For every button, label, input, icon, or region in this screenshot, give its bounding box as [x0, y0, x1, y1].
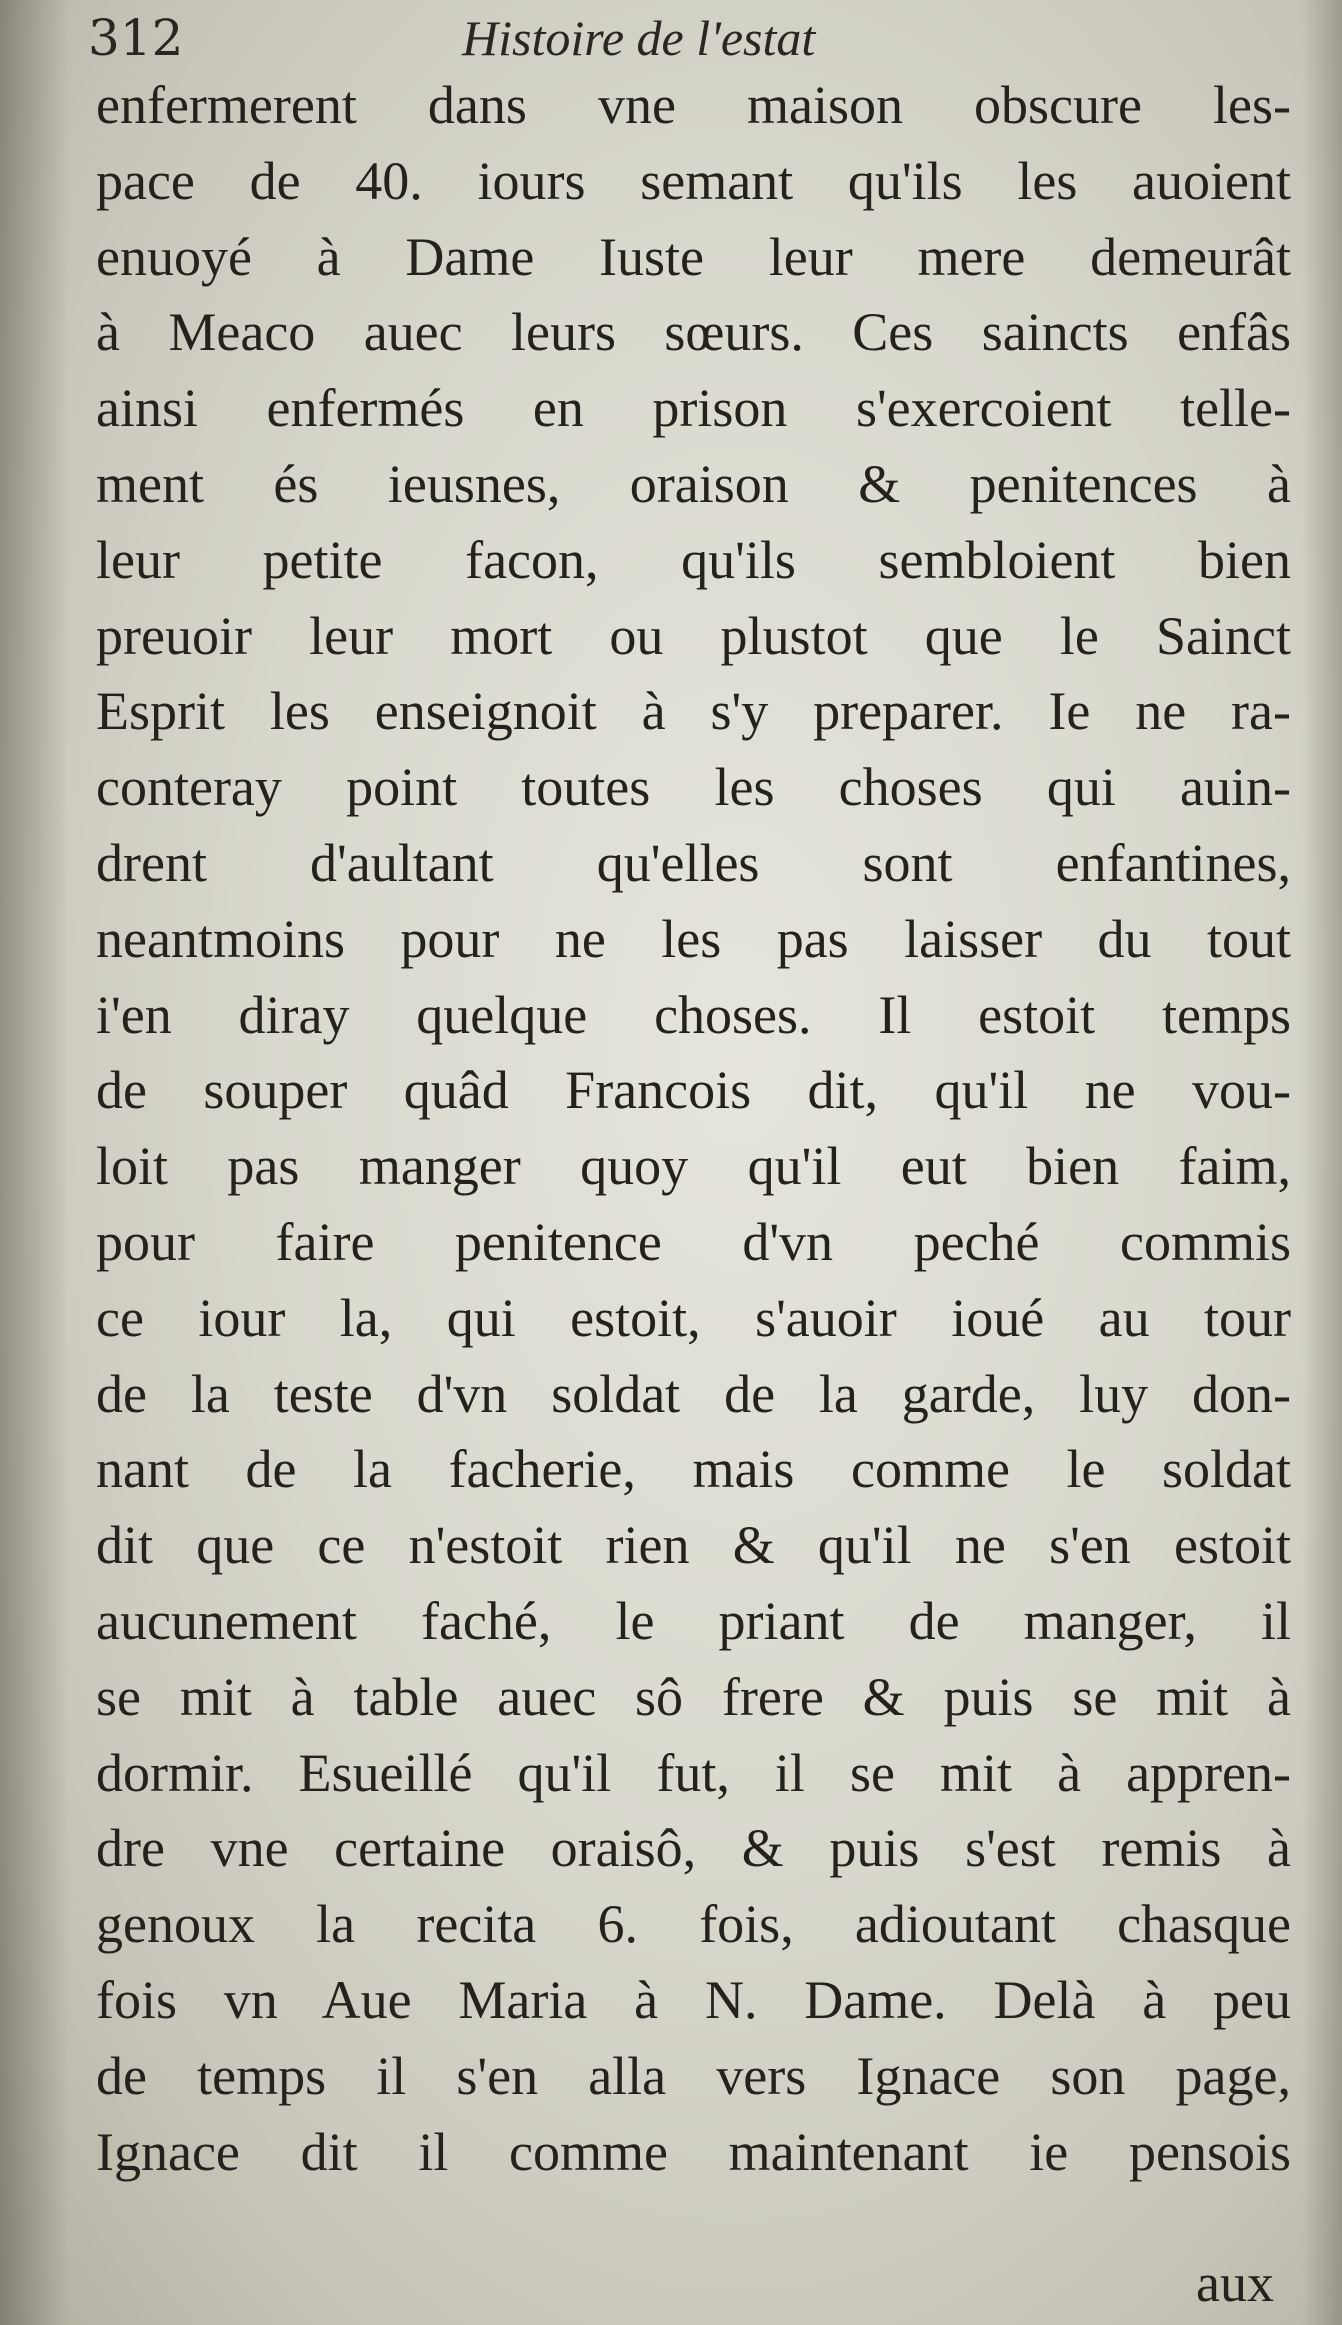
- text-line: ce iour la, qui estoit, s'auoir ioué au tour: [96, 1287, 1291, 1348]
- text-line: fois vn Aue Maria à N. Dame. Delà à peu: [96, 1969, 1291, 2030]
- text-line: genoux la recita 6. fois, adioutant chasque: [96, 1894, 1291, 1955]
- catchword: aux: [1196, 2253, 1274, 2313]
- text-line: ainsi enfermés en prison s'exercoient telle-: [96, 378, 1291, 439]
- edge-shadow: [1302, 0, 1342, 2325]
- text-line: enuoyé à Dame Iuste leur mere demeurât: [96, 226, 1291, 287]
- text-line: ment és ieusnes, oraison & penitences à: [96, 453, 1291, 514]
- text-line: preuoir leur mort ou plustot que le Sainct: [96, 605, 1291, 666]
- text-line: loit pas manger quoy qu'il eut bien faim,: [96, 1136, 1291, 1197]
- text-line: pour faire penitence d'vn peché commis: [96, 1211, 1291, 1272]
- text-line: Esprit les enseignoit à s'y preparer. Ie ne ra-: [96, 681, 1291, 742]
- text-line: Ignace dit il comme maintenant ie pensois: [96, 2121, 1291, 2182]
- text-line: neantmoins pour ne les pas laisser du tout: [96, 908, 1291, 969]
- running-head: Histoire de l'estat: [462, 10, 816, 66]
- text-line: de la teste d'vn soldat de la garde, luy don-: [96, 1363, 1291, 1424]
- text-line: de temps il s'en alla vers Ignace son page,: [96, 2045, 1291, 2106]
- body-text: [96, 68, 1291, 2190]
- page-header: [88, 8, 1288, 68]
- text-line: drent d'aultant qu'elles sont enfantines,: [96, 832, 1291, 893]
- text-line: dit que ce n'estoit rien & qu'il ne s'en estoit: [96, 1515, 1291, 1576]
- binding-shadow: [0, 0, 70, 2325]
- text-line: à Meaco auec leurs sœurs. Ces saincts enfâs: [96, 302, 1291, 363]
- text-line: nant de la facherie, mais comme le soldat: [96, 1439, 1291, 1500]
- text-line: dormir. Esueillé qu'il fut, il se mit à appren-: [96, 1742, 1291, 1803]
- text-line: conteray point toutes les choses qui auin-: [96, 757, 1291, 818]
- text-line: se mit à table auec sô frere & puis se mit à: [96, 1666, 1291, 1727]
- text-line: pace de 40. iours semant qu'ils les auoient: [96, 150, 1291, 211]
- page-number: 312: [88, 9, 184, 67]
- text-line: enfermerent dans vne maison obscure les-: [96, 75, 1291, 135]
- text-line: aucunement faché, le priant de manger, il: [96, 1590, 1291, 1651]
- text-line: dre vne certaine oraisô, & puis s'est remis à: [96, 1818, 1291, 1879]
- text-line: de souper quâd Francois dit, qu'il ne vou-: [96, 1060, 1291, 1121]
- text-line: i'en diray quelque choses. Il estoit temps: [96, 984, 1291, 1045]
- text-line: leur petite facon, qu'ils sembloient bien: [96, 529, 1291, 590]
